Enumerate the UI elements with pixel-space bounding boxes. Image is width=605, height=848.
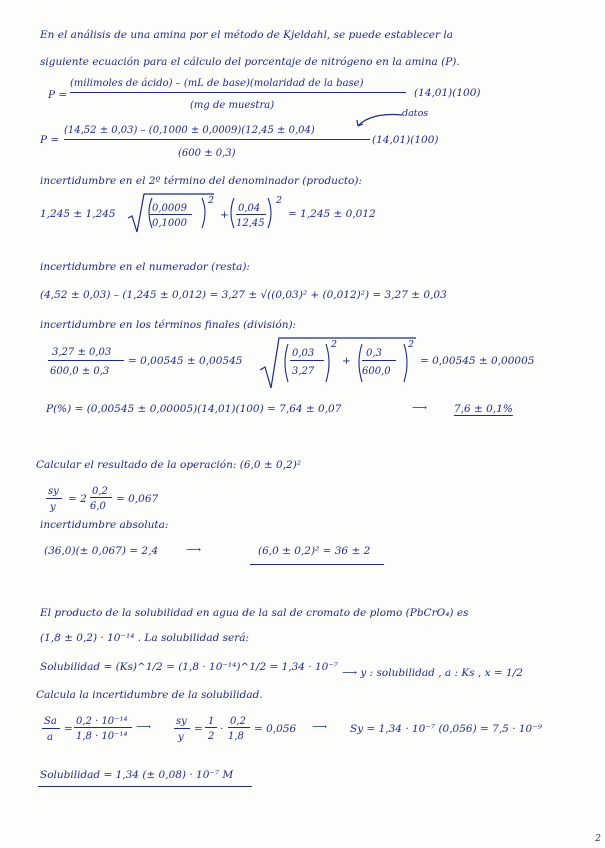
subtraction-equation: (4,52 ± 0,03) – (1,245 ± 0,012) = 3,27 ± √((0,03)² + (0,012)²) = 3,27 ± 0,03 [40,289,447,301]
square-sy-bar [46,498,62,499]
eq2-lhs: P = [40,134,60,146]
sol-sy-equation: Sy = 1,34 · 10⁻⁷ (0,056) = 7,5 · 10⁻⁹ [350,723,542,735]
solubility-answer: Solubilidad = 1,34 (± 0,08) · 10⁻⁷ M [40,769,234,781]
square-arrow-icon: ⟶ [186,544,202,556]
eq1-numerator: (milimoles de ácido) – (mL de base)(molaridad de la base) [70,78,364,89]
division-sqrt-icon [258,336,418,390]
division-result: = 0,00545 ± 0,00005 [420,355,535,367]
square-eq-mid: = 2 [68,493,87,505]
sol-f2-num: 0,2 [230,716,246,727]
division-plus: + [342,355,351,367]
intro-line-2: siguiente ecuación para el cálculo del porcentaje de nitrógeno en la amina (P). [40,56,460,68]
heading-division: incertidumbre en los términos finales (división): [40,319,297,331]
sol-eq2: = [194,723,203,735]
product-f1-bar [150,214,192,215]
product-result: = 1,245 ± 0,012 [288,208,376,220]
square-heading: Calcular el resultado de la operación: (6,0 ± 0,2)² [36,459,302,471]
square-frac-den: 6,0 [90,501,106,512]
square-answer: (6,0 ± 0,2)² = 36 ± 2 [258,545,371,557]
division-square-2: 2 [408,339,415,350]
division-f1-num: 0,03 [292,348,315,359]
final-answer: 7,6 ± 0,1% [454,403,513,415]
eq1-tail: (14,01)(100) [414,87,481,99]
eq2-denominator: (600 ± 0,3) [178,148,236,159]
division-f2-bar [362,360,396,361]
solubility-equation: Solubilidad = (Ks)^1/2 = (1,8 · 10⁻¹⁴)^1/2 = 1,34 · 10⁻⁷ [40,661,339,673]
division-f1-den: 3,27 [292,366,315,377]
sol-f1-bar [74,727,132,728]
sol-sa-bar [42,728,60,729]
product-f2-num: 0,04 [238,203,261,214]
square-answer-underline [250,564,384,565]
eq2-tail: (14,01)(100) [372,134,439,146]
sol-half-num: 1 [208,716,215,727]
solubility-answer-underline [38,786,252,787]
sol-sy-bar [174,728,190,729]
page-number: 2 [595,834,601,844]
product-square-1: 2 [208,195,215,206]
intro-line-1: En el análisis de una amina por el método de Kjeldahl, se puede establecer la [40,29,453,41]
datos-annotation: datos [402,108,429,119]
square-abs-label: incertidumbre absoluta: [40,519,169,531]
sol-eq1: = [64,723,73,735]
eq1-denominator: (mg de muestra) [190,100,275,111]
sol-f2-bar [228,727,250,728]
heading-product: incertidumbre en el 2º término del denominador (producto): [40,175,362,187]
division-mid: = 0,00545 ± 0,00545 [128,355,243,367]
solubility-note: ⟶ y : solubilidad , a : Ks , x = 1/2 [342,667,523,679]
sol-f1-num: 0,2 · 10⁻¹⁴ [76,716,128,727]
division-denominator: 600,0 ± 0,3 [50,366,110,377]
product-f2-bar [236,214,266,215]
product-plus: + [220,209,229,221]
sol-sa: Sa [44,716,57,727]
product-f1-num: 0,0009 [152,203,187,214]
division-numerator: 3,27 ± 0,03 [52,347,112,358]
square-sy: sy [48,486,59,497]
division-fraction-bar [48,360,124,361]
solubility-text-2: (1,8 ± 0,2) · 10⁻¹⁴ . La solubilidad será: [40,632,250,644]
sol-sy: sy [176,716,187,727]
square-eq-result: = 0,067 [116,493,159,505]
sol-f2-den: 1,8 [228,731,244,742]
eq2-fraction-bar [64,139,370,140]
product-f2-den: 12,45 [236,218,265,229]
division-f2-num: 0,3 [366,348,382,359]
sol-a: a [47,732,53,743]
division-f2-den: 600,0 [362,366,391,377]
product-lhs: 1,245 ± 1,245 [40,208,116,220]
final-equation: P(%) = (0,00545 ± 0,00005)(14,01)(100) = 7,64 ± 0,07 [46,403,342,415]
sol-eq3: = 0,056 [254,723,297,735]
square-frac-num: 0,2 [92,486,108,497]
square-y: y [50,502,56,513]
product-f1-den: 0,1000 [152,218,187,229]
eq1-lhs: P = [48,89,68,101]
sol-y: y [178,732,184,743]
square-frac-bar [90,497,112,498]
heading-subtraction: incertidumbre en el numerador (resta): [40,261,250,273]
solubility-calc-label: Calcula la incertidumbre de la solubilidad. [36,689,263,701]
solubility-text-1: El producto de la solubilidad en agua de la sal de cromato de plomo (PbCrO₄) es [40,607,469,619]
square-abs-equation: (36,0)(± 0,067) = 2,4 [44,545,159,557]
final-arrow-icon: ⟶ [412,402,428,414]
eq1-fraction-bar [70,92,406,93]
sol-dot: · [220,723,224,735]
sol-f1-den: 1,8 · 10⁻¹⁴ [76,731,128,742]
eq2-numerator: (14,52 ± 0,03) – (0,1000 ± 0,0009)(12,45 ± 0,04) [64,125,315,136]
product-square-2: 2 [276,195,283,206]
datos-arrow-icon [352,111,404,129]
sol-half-bar [205,727,217,728]
sol-arrow-2-icon: ⟶ [312,721,328,733]
sol-half-den: 2 [208,731,215,742]
division-square-1: 2 [331,339,338,350]
sol-arrow-1-icon: ⟶ [136,721,152,733]
division-f1-bar [290,360,324,361]
